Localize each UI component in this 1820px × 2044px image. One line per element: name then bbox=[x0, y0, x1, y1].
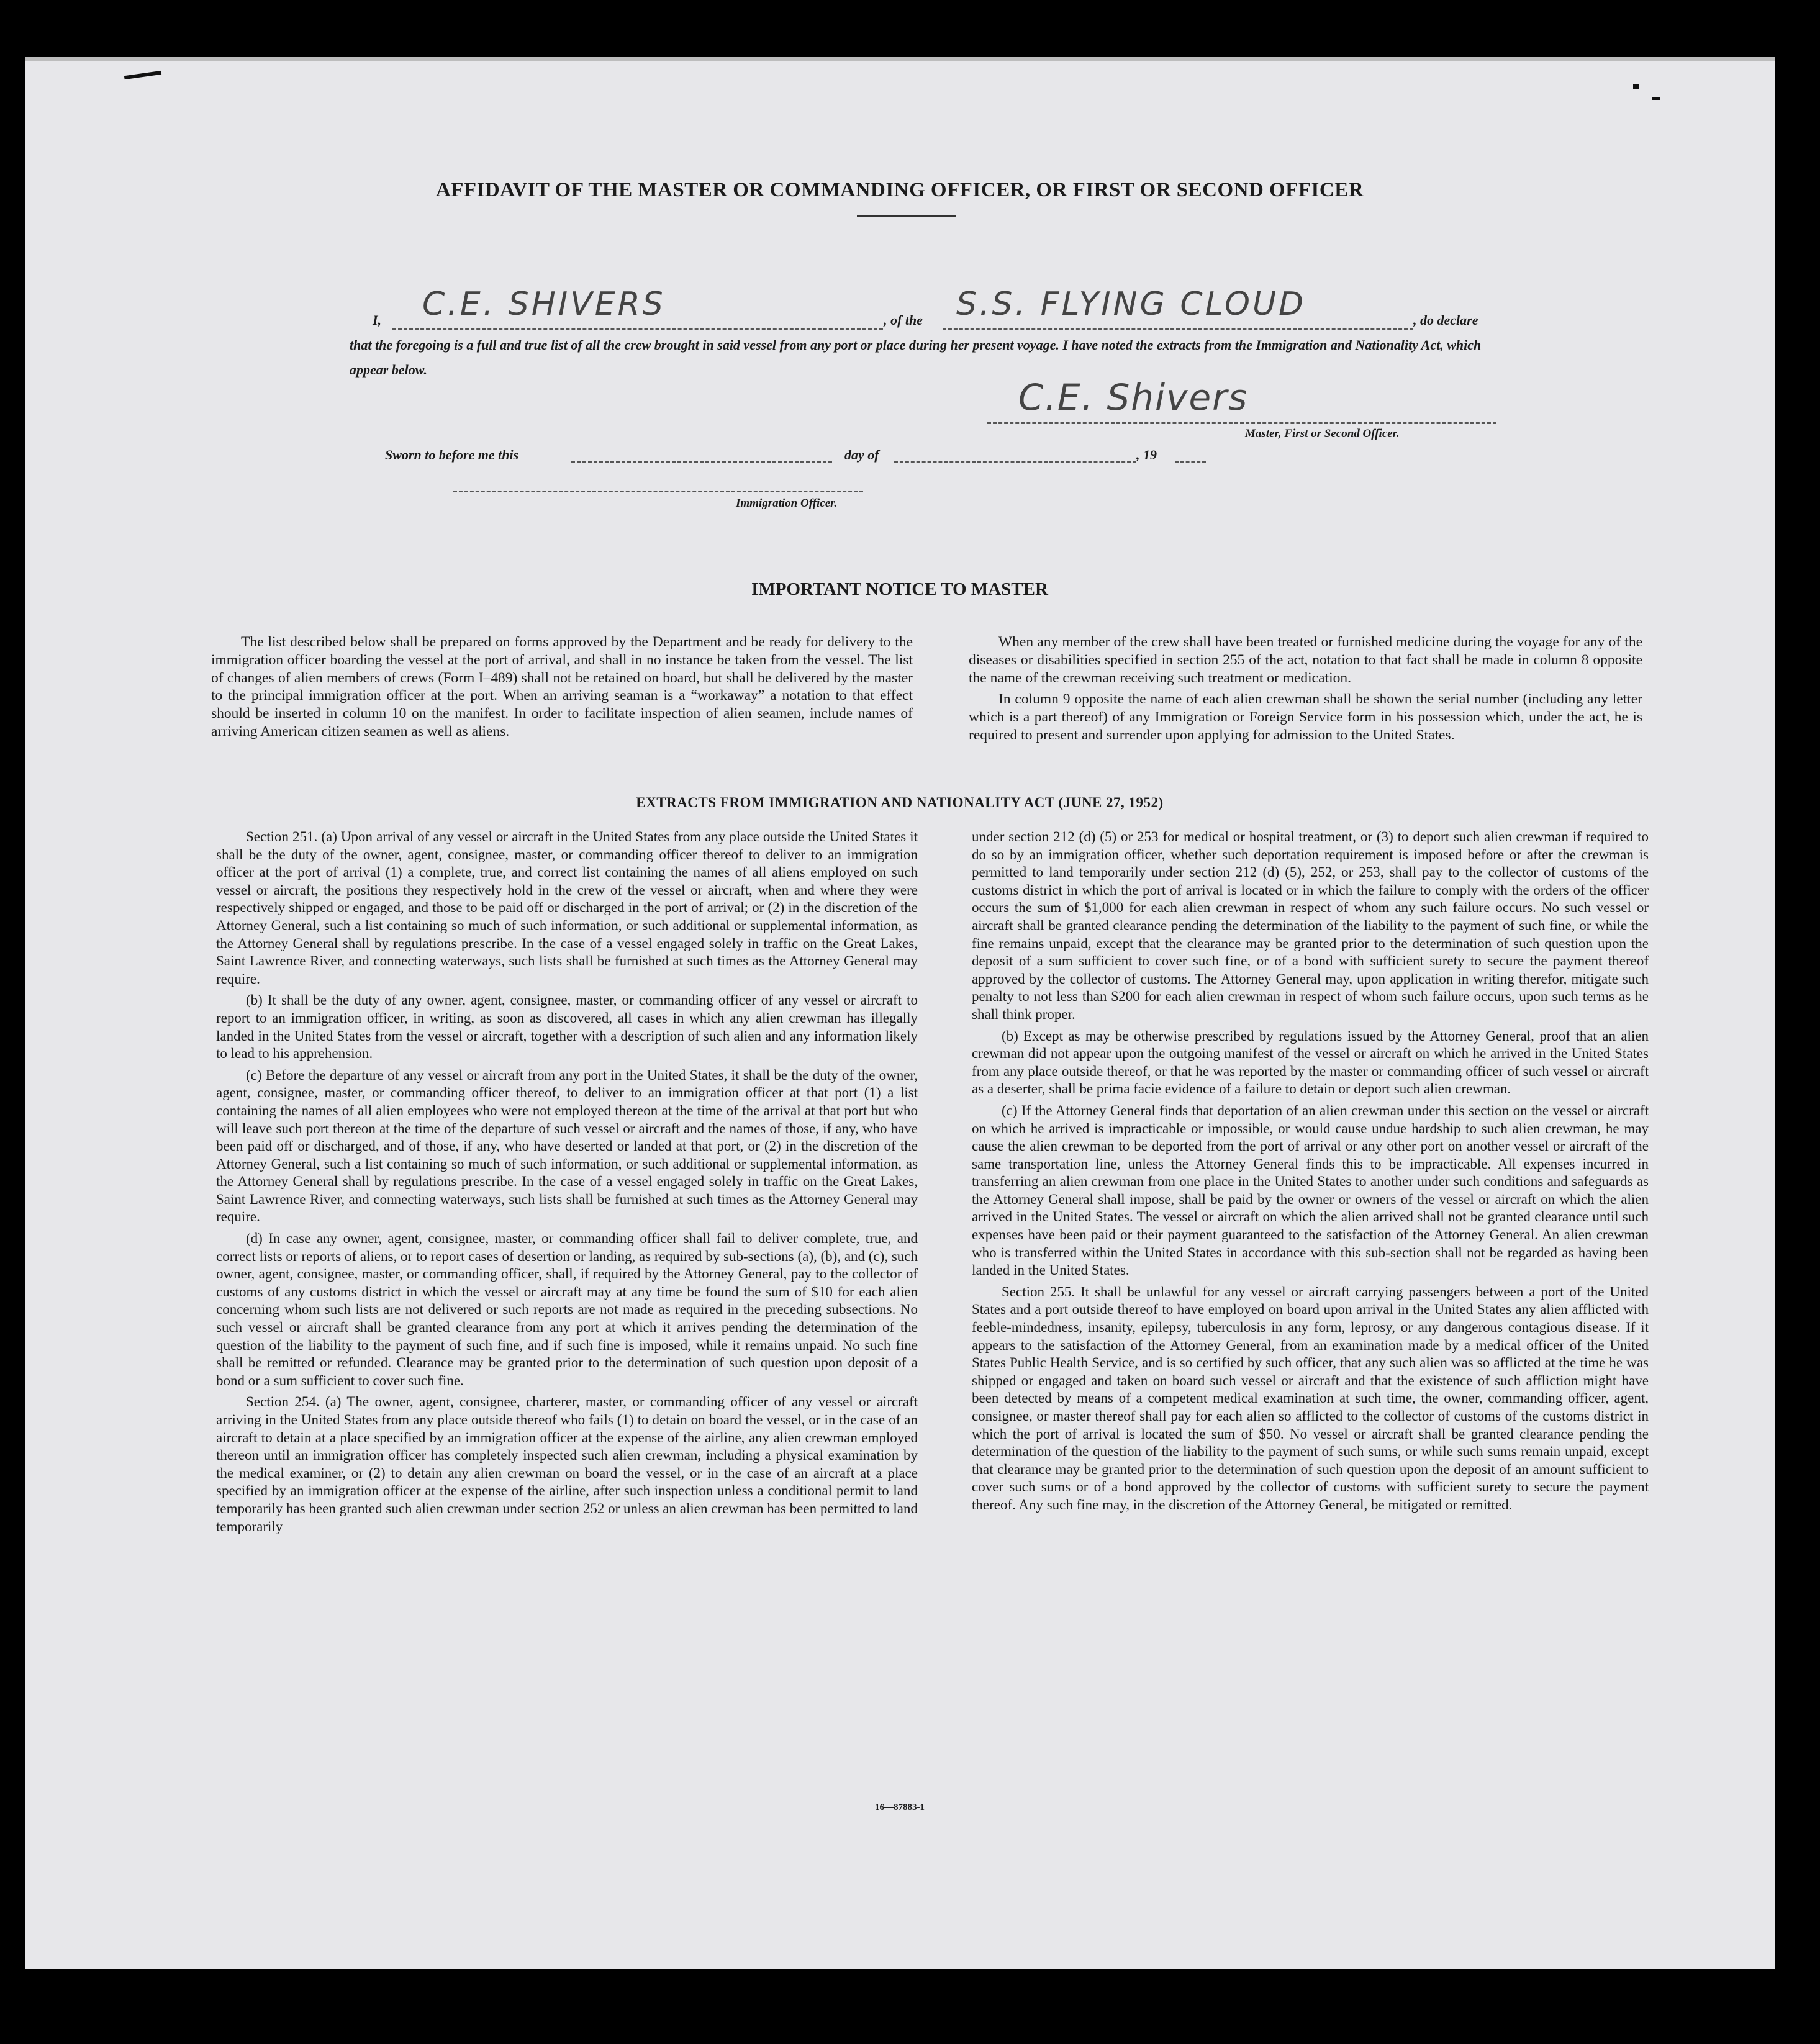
signature-line bbox=[987, 422, 1496, 424]
vessel-line bbox=[943, 328, 1413, 330]
scan-mark bbox=[1633, 84, 1639, 89]
notice-right-column bbox=[969, 633, 1642, 748]
sworn-label: Sworn to before me this bbox=[385, 447, 519, 463]
extract-paragraph: (c) Before the departure of any vessel or aircraft from any port in the United States, it shall be the duty of the owner, agent, consignee, master, or commanding officer thereof, to deliver to an immigration officer at that port (1) a list containing the names of all alien employees who were not employed thereon at the time of the arrival at that port but who will leave such port thereon at the time of the departure of such vessel or aircraft and the names of those, if any, who have been paid off or discharged, and of those, if any, who have deserted or landed at that port, or (2) in the discretion of the Attorney General, such a list containing so much of such information, or such additional or supplemental information, as the Attorney General shall by regulations prescribe. In the case of a vessel engaged solely in traffic on the Great Lakes, Saint Lawrence River, and connecting waterways, such lists shall be furnished at such times as the Attorney General may require. bbox=[216, 1067, 918, 1225]
notice-paragraph: When any member of the crew shall have been treated or furnished medicine during the voyage for any of the diseases or disabilities specified in section 255 of the act, notation to that fact shall be made in column 8 opposite the name of the crewman receiving such treatment or medication. bbox=[969, 634, 1642, 686]
extracts-left-column bbox=[216, 828, 918, 1539]
notice-left-column bbox=[211, 633, 913, 744]
signature-caption: Master, First or Second Officer. bbox=[1245, 427, 1400, 440]
immigration-officer-caption: Immigration Officer. bbox=[736, 497, 838, 510]
extract-paragraph: (b) Except as may be otherwise prescribed by regulations issued by the Attorney General, proof that an alien crewman did not appear upon the outgoing manifest of the vessel or aircraft on which he arrived in the United States from any place outside thereof, or that he was reported by the master or commanding officer of such vessel or aircraft as a deserter, shall be prima facie evidence of a failure to detain or deport such alien crewman. bbox=[972, 1028, 1649, 1097]
officer-signature-line bbox=[453, 491, 863, 492]
master-name-handwritten: C.E. SHIVERS bbox=[422, 286, 666, 323]
form-number: 16—87883-1 bbox=[875, 1802, 925, 1812]
month-line bbox=[894, 461, 1136, 463]
notice-title: IMPORTANT NOTICE TO MASTER bbox=[751, 579, 1048, 599]
vessel-name-handwritten: S.S. FLYING CLOUD bbox=[956, 286, 1306, 323]
declaration-text: that the foregoing is a full and true list of all the crew brought in said vessel from any port or place during her present voyage. I have noted the extracts from the Immigration and Nationality Act, which appear below. bbox=[350, 337, 1482, 378]
extract-paragraph: under section 212 (d) (5) or 253 for medical or hospital treatment, or (3) to deport such alien crewman if required to do so by an immigration officer, whether such deportation requirement is imposed before or after the crewman is permitted to land temporarily under section 212 (d) (5), 252, or 253, shall pay to the collector of customs of the customs district in which the port of arrival is located or in which the failure to comply with the orders of the officer occurs the sum of $1,000 for each alien crewman in respect of whom any such failure occurs. No such vessel or aircraft shall be granted clearance pending the determination of the liability to the payment of such fine, or while the fine remains unpaid, except that the clearance may be granted prior to the determination of such question upon the deposit of a sum sufficient to cover such fine, or of a bond with sufficient surety to secure the payment thereof approved by the collector of customs. The Attorney General may, upon application in writing therefor, mitigate such penalty to not less than $200 for each alien crewman in respect of whom such failure occurs, upon such terms as he shall think proper. bbox=[972, 829, 1649, 1022]
of-the-label: , of the bbox=[884, 312, 923, 328]
extract-paragraph: (c) If the Attorney General finds that deportation of an alien crewman under this section on the vessel or aircraft on which he arrived is impracticable or impossible, or would cause undue hardship to such alien crewman, he may cause the alien crewman to be deported from the port of arrival or any other port on another vessel or aircraft of the same transportation line, unless the Attorney General finds this to be impracticable. All expenses incurred in transferring an alien crewman from one place in the United States to another under such conditions and safeguards as the Attorney General shall impose, shall be paid by the owner or owners of the vessel or aircraft on which the alien arrived in the United States. The vessel or aircraft on which the alien arrived shall not be granted clearance until such expenses have been paid or their payment guaranteed to the satisfaction of the Attorney General. An alien crewman who is transferred within the United States in accordance with this sub-section shall not be regarded as having been landed in the United States. bbox=[972, 1102, 1649, 1278]
extract-paragraph: (b) It shall be the duty of any owner, agent, consignee, master, or commanding officer of any vessel or aircraft to report to an immigration officer, in writing, as soon as discovered, all cases in which any alien crewman has illegally landed in the United States from the vessel or aircraft, together with a description of such alien and any information likely to lead to his apprehension. bbox=[216, 992, 918, 1062]
extracts-right-column bbox=[972, 828, 1649, 1518]
extract-paragraph: (d) In case any owner, agent, consignee, master, or commanding officer shall fail to deliver complete, true, and correct lists or reports of aliens, or to report cases of desertion or landing, as required by sub-sections (a), (b), and (c), such owner, agent, consignee, master, or commanding officer, shall, if required by the Attorney General, pay to the collector of customs of any customs district in which the vessel or aircraft may at any time be found the sum of $10 for each alien concerning whom such lists are not delivered or such reports are not made as required in the preceding subsections. No such vessel or aircraft shall be granted clearance from any port at which it arrives pending the determination of the question of the liability to the payment of such fine, and if such fine is imposed, while it remains unpaid. No such fine shall be remitted or refunded. Clearance may be granted prior to the determination of such question upon deposit of a bond or a sum sufficient to cover such fine. bbox=[216, 1231, 918, 1388]
affidavit-title: AFFIDAVIT OF THE MASTER OR COMMANDING OFFICER, OR FIRST OR SECOND OFFICER bbox=[435, 179, 1364, 201]
sworn-date-line bbox=[571, 461, 832, 463]
extracts-title: EXTRACTS FROM IMMIGRATION AND NATIONALITY ACT (JUNE 27, 1952) bbox=[636, 795, 1164, 810]
do-declare-label: , do declare bbox=[1413, 312, 1478, 328]
title-divider bbox=[857, 215, 956, 217]
name-line bbox=[392, 328, 883, 330]
year-label: , 19 bbox=[1136, 447, 1157, 463]
notice-paragraph: The list described below shall be prepared on forms approved by the Department and be ready for delivery to the immigration officer boarding the vessel at the port of arrival, and shall in no instance be taken from the vessel. The list of changes of alien members of crews (Form I–489) shall not be retained on board, but shall be delivered by the master to the principal immigration officer at the port. When an arriving seaman is a “workaway” a notation to that effect should be inserted in column 10 on the manifest. In order to facilitate inspection of alien seamen, include names of arriving American citizen seamen as well as aliens. bbox=[211, 634, 913, 739]
document-page bbox=[25, 61, 1775, 1969]
year-line bbox=[1175, 461, 1206, 463]
master-signature: C.E. Shivers bbox=[1018, 376, 1249, 418]
notice-paragraph: In column 9 opposite the name of each alien crewman shall be shown the serial number (including any letter which is a part thereof) of any Immigration or Foreign Service form in his possession which, under the act, he is required to present and surrender upon applying for admission to the United States. bbox=[969, 691, 1642, 743]
day-of-label: day of bbox=[844, 447, 879, 463]
extract-paragraph: Section 254. (a) The owner, agent, consignee, charterer, master, or commanding officer of any vessel or aircraft arriving in the United States from any place outside thereof who fails (1) to detain on board the vessel, or in the case of an aircraft to detain at a place specified by an immigration officer at the expense of the airline, any alien crewman employed thereon until an immigration officer has completely inspected such alien crewman, including a physical examination by the medical examiner, or (2) to detain any alien crewman on board the vessel, or in the case of an aircraft at a place specified by an immigration officer at the expense of the airline, after such inspection unless a conditional permit to land temporarily has been granted such alien crewman under section 252 or unless an alien crewman has been permitted to land temporarily bbox=[216, 1394, 918, 1534]
extract-paragraph: Section 255. It shall be unlawful for any vessel or aircraft carrying passengers between a port of the United States and a port outside thereof to have employed on board upon arrival in the United States any alien afflicted with feeble-mindedness, insanity, epilepsy, tuberculosis in any form, leprosy, or any dangerous contagious disease. If it appears to the satisfaction of the Attorney General, from an examination made by a medical officer of the United States Public Health Service, and is so certified by such officer, that any such alien was so afflicted at the time he was shipped or engaged and taken on board such vessel or aircraft and that the existence of such affliction might have been detected by means of a competent medical examination at such time, the owner, commanding officer, agent, consignee, or master thereof shall pay for each alien so afflicted to the collector of customs of the customs district in which the port of arrival is located the sum of $50. No vessel or aircraft shall be granted clearance pending the determination of the question of the liability to the payment of such sums, or while such sums remain unpaid, except that clearance may be granted prior to the determination of such question upon the deposit of an amount sufficient to cover such sums or of a bond approved by the collector of customs with sufficient surety to secure the payment thereof. Any such fine may, in the discretion of the Attorney General, be mitigated or remitted. bbox=[972, 1283, 1649, 1513]
i-label: I, bbox=[373, 312, 382, 328]
extract-paragraph: Section 251. (a) Upon arrival of any vessel or aircraft in the United States from any place outside the United States it shall be the duty of the owner, agent, consignee, master, or commanding officer thereof to deliver to an immigration officer at the port of arrival (1) a complete, true, and correct list containing the names of all aliens employed on such vessel or aircraft, the positions they respectively hold in the crew of the vessel or aircraft, when and where they were respectively shipped or engaged, and those to be paid off or discharged in the port of arrival; or (2) in the discretion of the Attorney General, such a list containing so much of such information, or such additional or supplemental information, as the Attorney General shall by regulations prescribe. In the case of a vessel engaged solely in traffic on the Great Lakes, Saint Lawrence River, and connecting waterways, such lists shall be furnished at such times as the Attorney General may require. bbox=[216, 829, 918, 987]
scan-mark bbox=[1652, 97, 1660, 100]
scan-mark bbox=[124, 71, 161, 79]
